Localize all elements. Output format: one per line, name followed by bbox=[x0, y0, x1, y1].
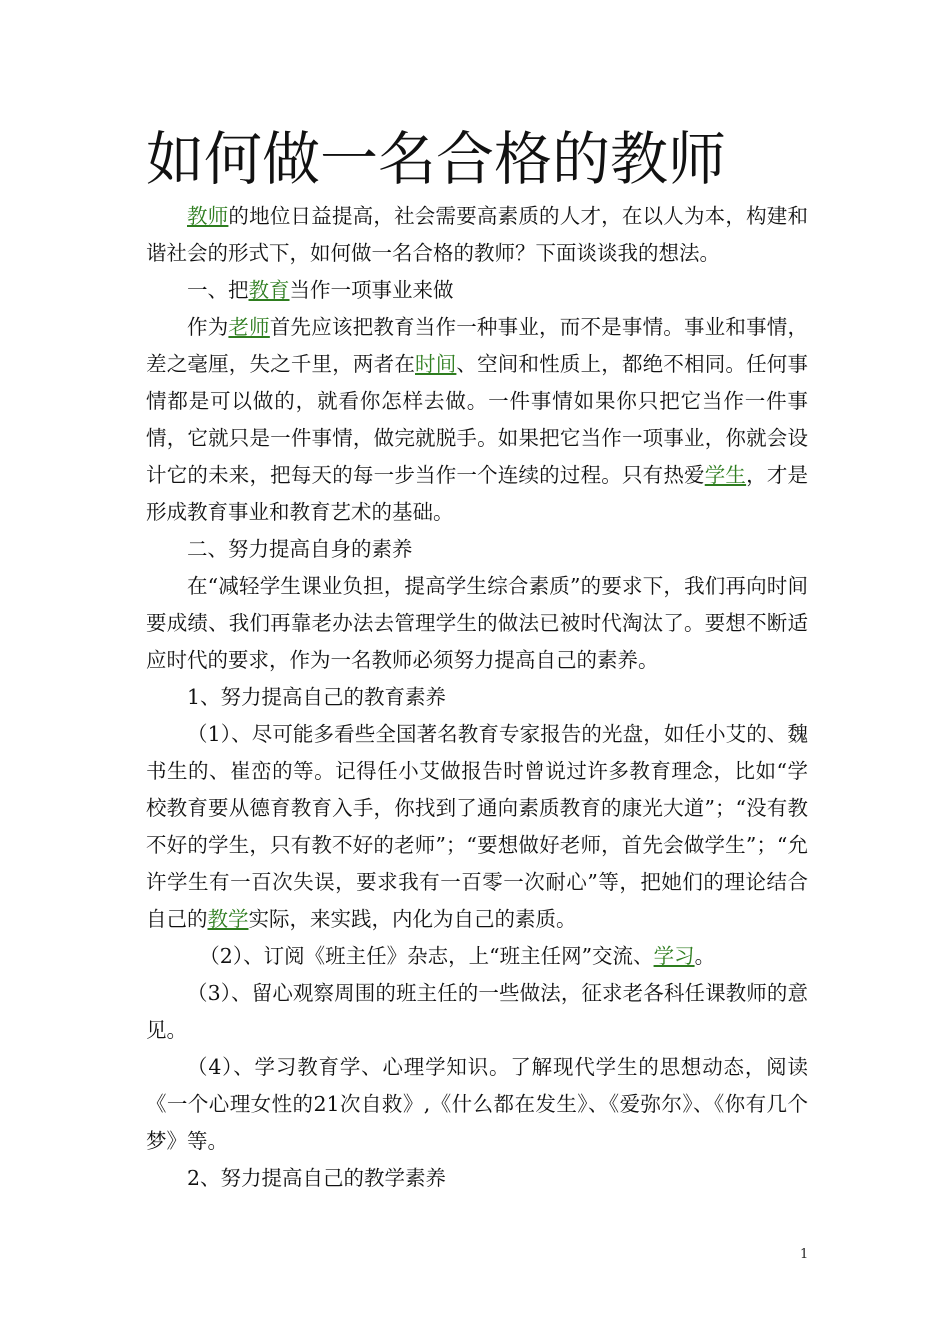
keyword-link[interactable]: 教师 bbox=[187, 204, 229, 228]
paragraph bbox=[146, 938, 808, 975]
document-body bbox=[146, 120, 808, 1197]
paragraph-text: （3）、留心观察周围的班主任的一些做法，征求老各科任课教师的意见。 bbox=[146, 981, 808, 1042]
paragraph bbox=[146, 679, 808, 716]
paragraph-text: （4）、学习教育学、心理学知识。了解现代学生的思想动态，阅读《一个心理女性的21次自救》,《什么都在发生》、《爱弥尔》、《你有几个梦》等。 bbox=[146, 1055, 808, 1153]
paragraph bbox=[146, 531, 808, 568]
paragraph-text: 实际，来实践，内化为自己的素质。 bbox=[248, 907, 577, 931]
paragraph bbox=[146, 198, 808, 272]
paragraph-text: 二、努力提高自身的素养 bbox=[187, 537, 413, 561]
paragraph bbox=[146, 272, 808, 309]
paragraph-text: 2、努力提高自己的教学素养 bbox=[187, 1166, 447, 1190]
paragraph bbox=[146, 1160, 808, 1197]
paragraph-text: 首先应该把教育当作一种事业，而不是事情。事业和事情，差之毫厘，失之千里，两者在 bbox=[146, 315, 809, 376]
paragraph-text: 作为 bbox=[187, 315, 229, 339]
paragraph-text: 的地位日益提高，社会需要高素质的人才，在以人为本，构建和谐社会的形式下，如何做一名合格的教师？下面谈谈我的想法。 bbox=[146, 204, 809, 265]
paragraph bbox=[146, 1049, 808, 1160]
paragraph-text: （1）、尽可能多看些全国著名教育专家报告的光盘，如任小艾的、魏书生的、崔峦的等。记得任小艾做报告时曾说过许多教育理念，比如“学校教育要从德育教育入手，你找到了通向素质教育的康光大道”；“没有教不好的学生，只有教不好的老师”；“要想做好老师，首先会做学生”；“允许学生有一百次失误，要求我有一百零一次耐心”等，把她们的理论结合自己的 bbox=[146, 722, 808, 931]
keyword-link[interactable]: 老师 bbox=[228, 315, 270, 339]
paragraph-text: 。 bbox=[694, 944, 716, 968]
keyword-link[interactable]: 教学 bbox=[207, 907, 249, 931]
keyword-link[interactable]: 时间 bbox=[415, 352, 457, 376]
paragraph bbox=[146, 975, 808, 1049]
paragraph-list bbox=[146, 198, 808, 1197]
keyword-link[interactable]: 教育 bbox=[248, 278, 290, 302]
paragraph-text: 在“减轻学生课业负担，提高学生综合素质”的要求下，我们再向时间要成绩、我们再靠老办法去管理学生的做法已被时代淘汰了。要想不断适应时代的要求，作为一名教师必须努力提高自己的素养。 bbox=[146, 574, 808, 672]
paragraph bbox=[146, 309, 808, 531]
paragraph-text: ，才是形成教育事业和教育艺术的基础。 bbox=[146, 463, 809, 524]
paragraph-text: 当作一项事业来做 bbox=[289, 278, 454, 302]
paragraph-text: 1、努力提高自己的教育素养 bbox=[187, 685, 447, 709]
keyword-link[interactable]: 学习 bbox=[653, 944, 695, 968]
document-title: 如何做一名合格的教师 bbox=[146, 125, 727, 193]
page-number: 1 bbox=[800, 1247, 809, 1262]
paragraph-text: （2）、订阅《班主任》杂志，上“班主任网”交流、 bbox=[199, 944, 654, 968]
paragraph-text: 、空间和性质上，都绝不相同。任何事情都是可以做的，就看你怎样去做。一件事情如果你只把它当作一件事情，它就只是一件事情，做完就脱手。如果把它当作一项事业，你就会设计它的未来，把每天的每一步当作一个连续的过程。只有热爱 bbox=[146, 352, 809, 487]
paragraph bbox=[146, 716, 808, 938]
keyword-link[interactable]: 学生 bbox=[704, 463, 747, 487]
paragraph bbox=[146, 568, 808, 679]
paragraph-text: 一、把 bbox=[187, 278, 249, 302]
